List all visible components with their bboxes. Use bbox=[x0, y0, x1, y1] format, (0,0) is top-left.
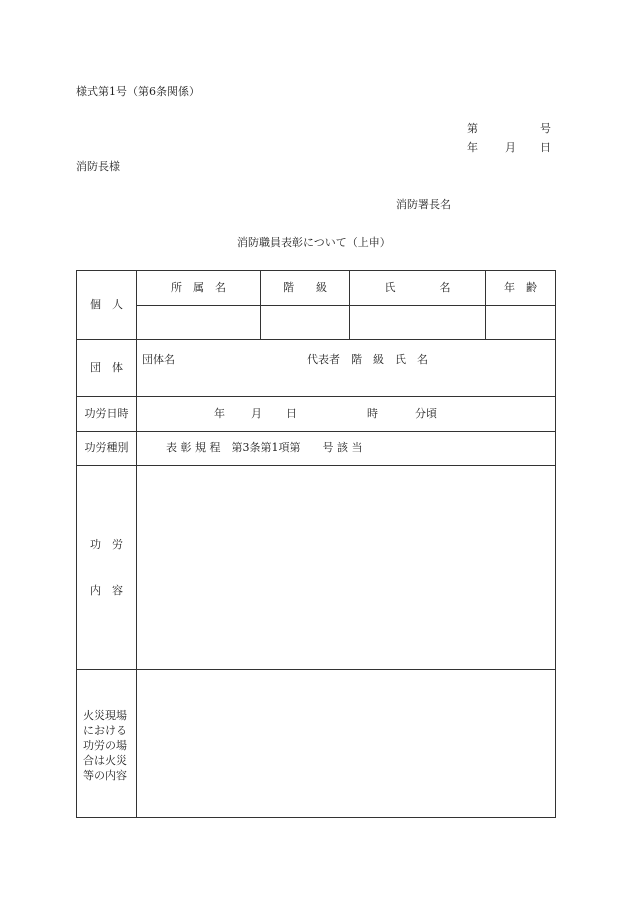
row-label-content-2: 内 容 bbox=[90, 584, 123, 597]
column-header-name: 氏 名 bbox=[384, 281, 451, 294]
row-label-individual: 個 人 bbox=[90, 298, 123, 311]
document-title: 消防職員表彰について（上申） bbox=[237, 236, 391, 249]
datetime-hour: 時 bbox=[367, 407, 378, 420]
row-divider bbox=[77, 431, 555, 432]
datetime-day: 日 bbox=[286, 407, 297, 420]
row-divider bbox=[136, 305, 555, 306]
commendation-form-table bbox=[76, 270, 556, 818]
date-day: 日 bbox=[540, 141, 551, 154]
type-regulation-text: 表 彰 規 程 第3条第1項第 号 該 当 bbox=[166, 441, 363, 454]
column-header-rank: 階 級 bbox=[283, 281, 327, 294]
date-month: 月 bbox=[505, 141, 516, 154]
row-label-fire-2: における bbox=[83, 724, 127, 737]
datetime-minute: 分頃 bbox=[415, 407, 437, 420]
group-name-label: 団体名 bbox=[142, 353, 175, 366]
column-header-age: 年 齢 bbox=[504, 281, 537, 294]
number-label-go: 号 bbox=[540, 122, 551, 135]
addressee: 消防長様 bbox=[76, 160, 120, 173]
row-label-fire-1: 火災現場 bbox=[83, 709, 127, 722]
row-divider bbox=[77, 669, 555, 670]
row-label-datetime: 功労日時 bbox=[84, 407, 129, 420]
form-number: 様式第1号（第6条関係） bbox=[76, 85, 200, 98]
row-divider bbox=[77, 396, 555, 397]
row-label-group: 団 体 bbox=[90, 361, 123, 374]
sender: 消防署長名 bbox=[396, 198, 451, 211]
date-year: 年 bbox=[467, 141, 478, 154]
label-column-divider bbox=[136, 271, 137, 817]
number-label-dai: 第 bbox=[467, 122, 478, 135]
row-label-content-1: 功 労 bbox=[90, 538, 123, 551]
row-label-type: 功労種別 bbox=[84, 441, 129, 454]
datetime-month: 月 bbox=[251, 407, 262, 420]
row-label-fire-3: 功労の場 bbox=[83, 739, 127, 752]
row-label-fire-5: 等の内容 bbox=[83, 769, 127, 782]
column-header-affiliation: 所 属 名 bbox=[171, 281, 226, 294]
row-label-fire-4: 合は火災 bbox=[83, 754, 127, 767]
row-divider bbox=[77, 339, 555, 340]
representative-label: 代表者 階 級 氏 名 bbox=[307, 353, 428, 366]
row-divider bbox=[77, 465, 555, 466]
datetime-year: 年 bbox=[214, 407, 225, 420]
